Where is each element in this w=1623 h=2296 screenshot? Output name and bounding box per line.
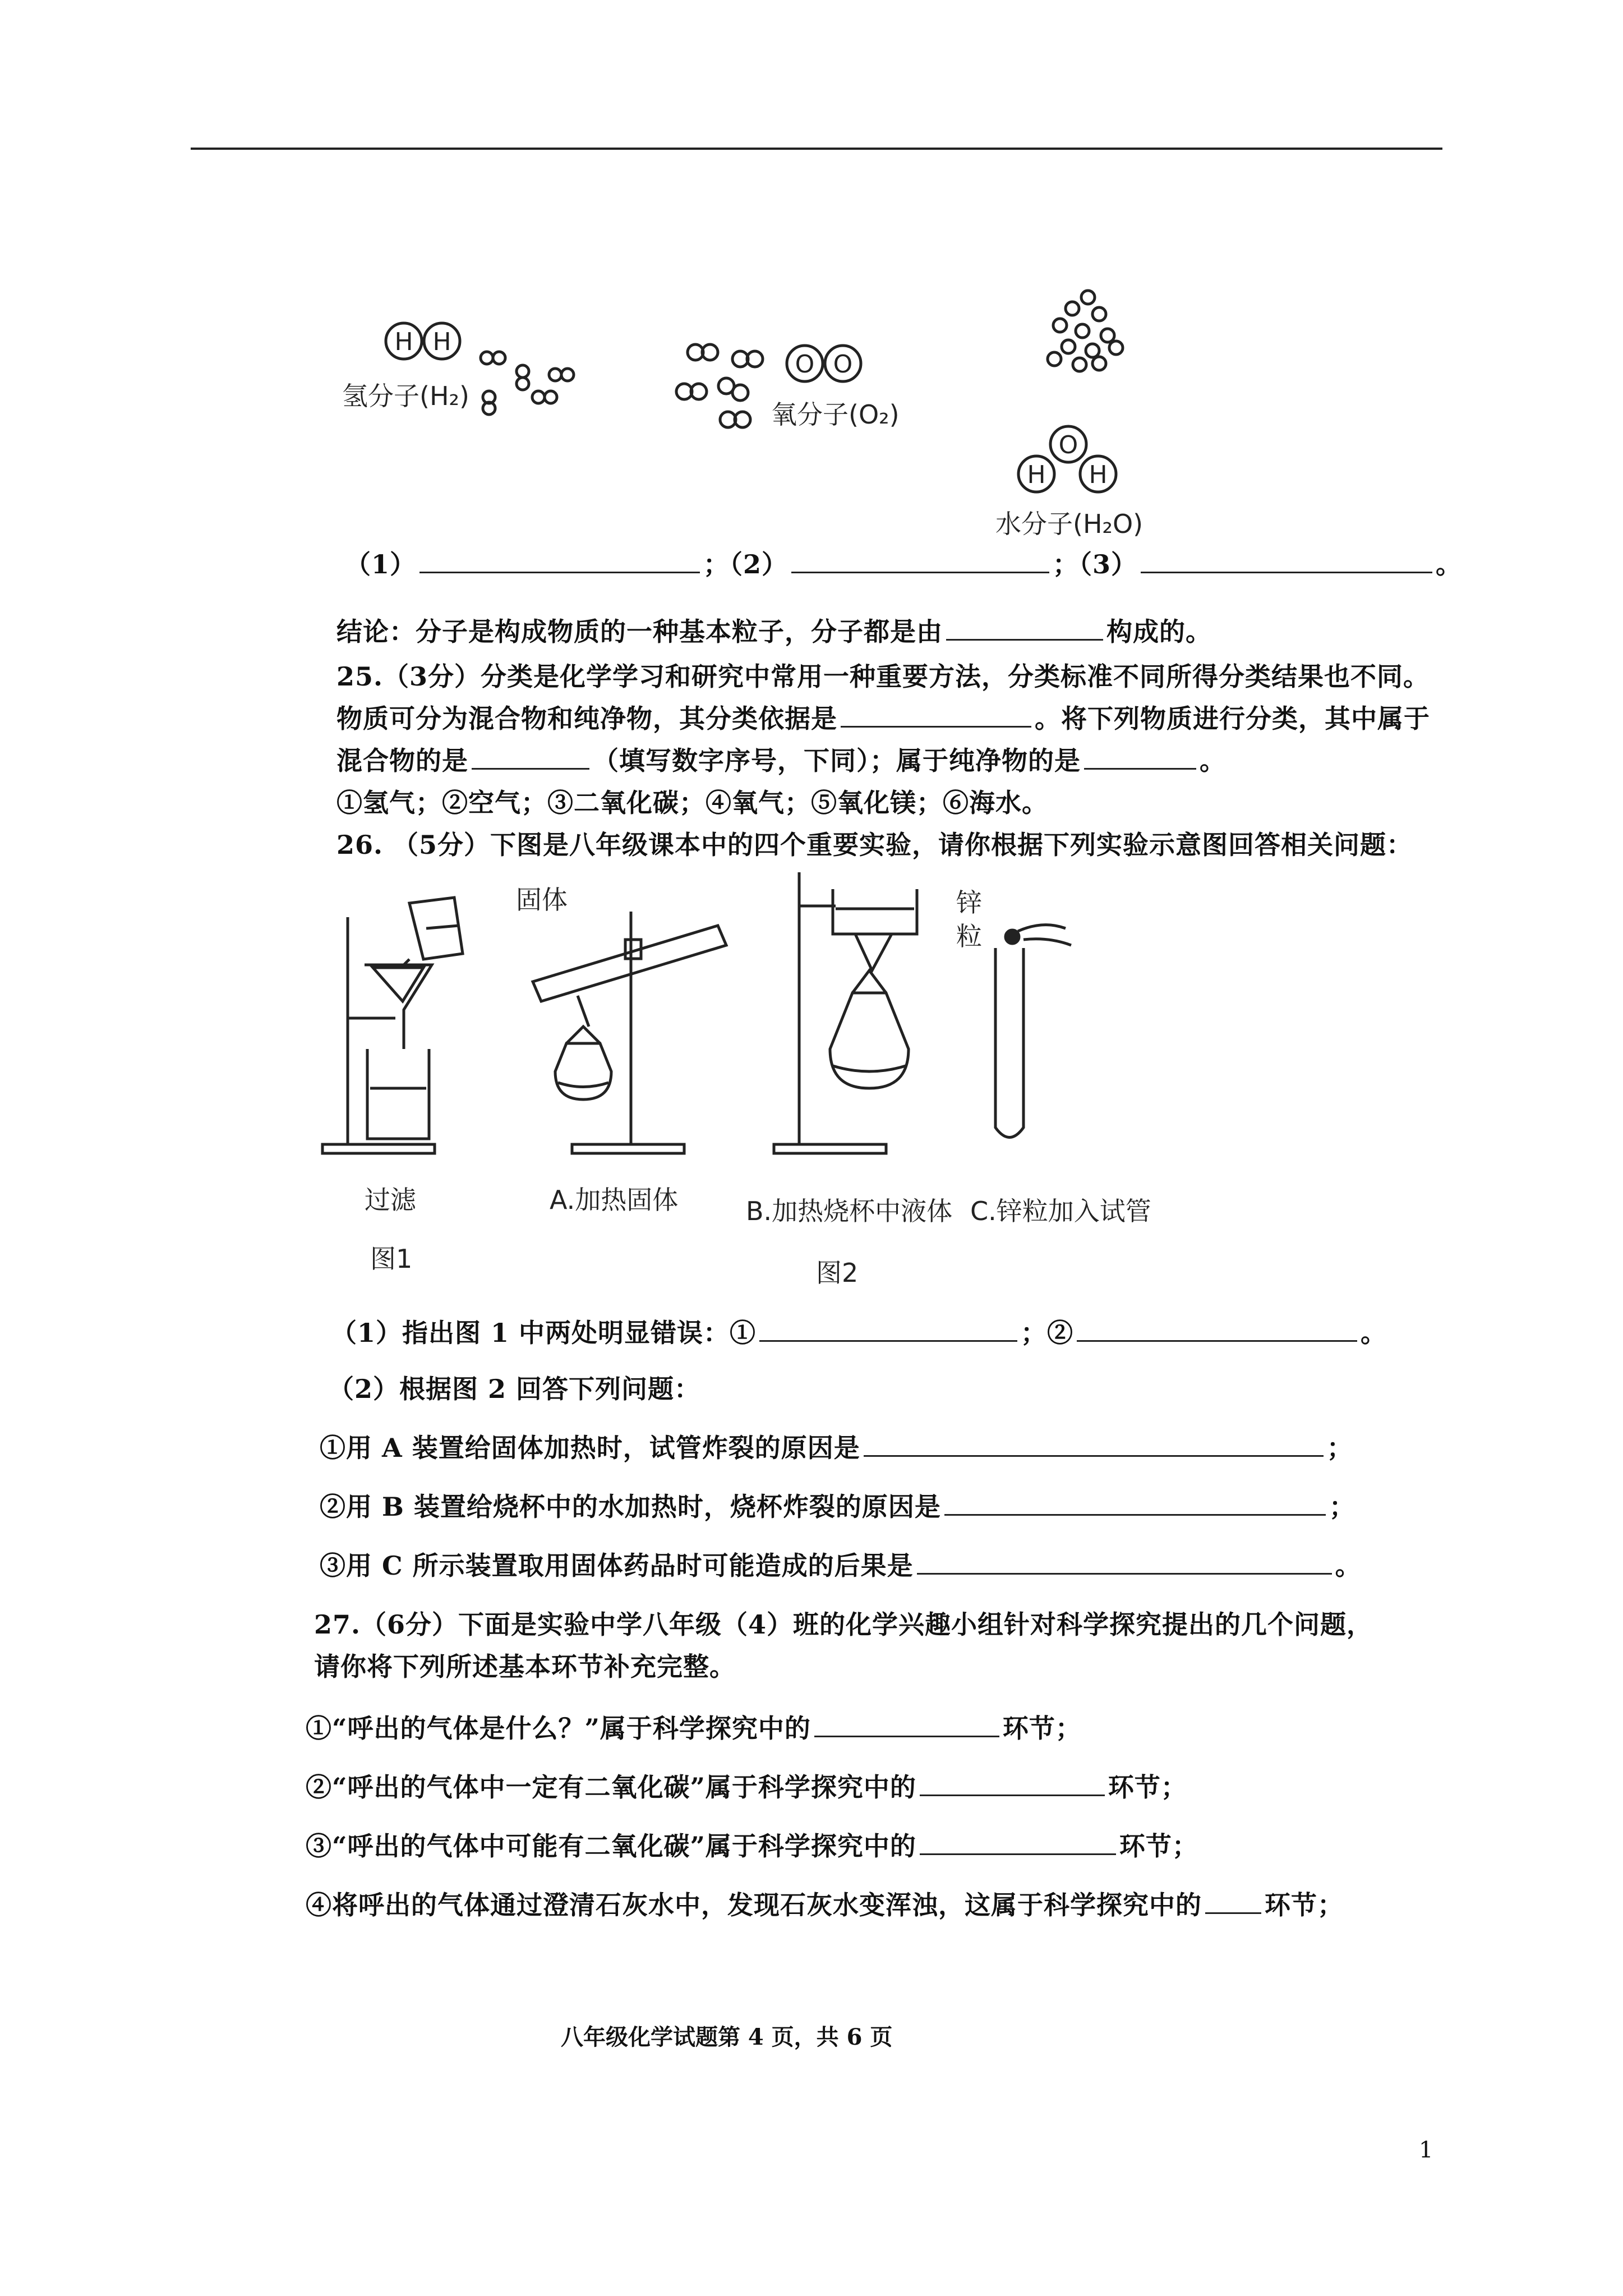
q24-blank-2[interactable] — [791, 547, 1049, 573]
caption-heat-solid: A.加热固体 — [550, 1185, 679, 1215]
molecule-illustration — [314, 280, 1211, 544]
svg-text:H: H — [1027, 461, 1046, 489]
svg-text:H: H — [394, 328, 413, 356]
heat-beaker-apparatus — [774, 872, 917, 1153]
caption-heat-beaker: B.加热烧杯中液体 — [746, 1196, 953, 1226]
heat-solid-apparatus — [533, 912, 726, 1153]
q26-part-2: （2）根据图 2 回答下列问题： — [328, 1374, 701, 1404]
q26-heat-solid-blank[interactable] — [864, 1430, 1324, 1457]
label-zinc-1: 锌 — [956, 887, 982, 918]
q27-blank-2[interactable] — [920, 1770, 1105, 1796]
q26-error-1-blank[interactable] — [759, 1315, 1017, 1342]
q25-line-1: 25.（3分）分类是化学学习和研究中常用一种重要方法，分类标准不同所得分类结果也不同。 — [336, 661, 1430, 692]
q27-item-4: ④将呼出的气体通过澄清石灰水中，发现石灰水变浑浊，这属于科学探究中的 环节； — [306, 1885, 1344, 1922]
zinc-tube-apparatus — [995, 925, 1071, 1138]
q27-blank-4[interactable] — [1205, 1888, 1261, 1914]
q25-line-2: 物质可分为混合物和纯净物，其分类依据是 。将下列物质进行分类，其中属于 — [336, 698, 1430, 735]
q27-blank-3[interactable] — [920, 1829, 1116, 1855]
hydrogen-label: 氢分子(H₂) — [342, 381, 469, 411]
q24-conclusion: 结论：分子是构成物质的一种基本粒子，分子都是由 构成的。 — [336, 611, 1212, 648]
q27-blank-1[interactable] — [814, 1711, 999, 1737]
q27-item-1: ①“呼出的气体是什么？”属于科学探究中的 环节； — [306, 1708, 1082, 1745]
header-rule — [191, 148, 1442, 150]
q25-basis-blank[interactable] — [841, 701, 1031, 728]
q24-conclusion-blank[interactable] — [946, 614, 1103, 641]
q27-item-3: ③“呼出的气体中可能有二氧化碳”属于科学探究中的 环节； — [306, 1826, 1198, 1863]
q24-blank-3[interactable] — [1141, 547, 1432, 573]
q25-line-4: ①氢气；②空气；③二氧化碳；④氧气；⑤氧化镁；⑥海水。 — [336, 788, 1048, 818]
q26-error-2-blank[interactable] — [1077, 1315, 1357, 1342]
q24-blank-1[interactable] — [419, 547, 700, 573]
q27-item-2: ②“呼出的气体中一定有二氧化碳”属于科学探究中的 环节； — [306, 1767, 1187, 1804]
page-number: 1 — [1419, 2137, 1433, 2163]
svg-text:O: O — [833, 350, 853, 379]
experiment-figures — [314, 864, 1189, 1301]
svg-text:O: O — [1058, 431, 1078, 459]
q26-part-2-3: ③用 C 所示装置取用固体药品时可能造成的后果是 。 — [320, 1545, 1362, 1582]
q26-part-1: （1）指出图 1 中两处明显错误：① ；② 。 — [331, 1313, 1387, 1350]
water-particles — [1048, 291, 1123, 371]
q25-mixture-blank[interactable] — [472, 743, 589, 770]
q26-part-2-2: ②用 B 装置给烧杯中的水加热时，烧杯炸裂的原因是 ； — [320, 1487, 1355, 1524]
caption-zinc-tube: C.锌粒加入试管 — [970, 1196, 1151, 1226]
q24-blanks: （1） ；（2） ；（3） 。 — [345, 544, 1462, 581]
figure-1-label: 图1 — [370, 1244, 413, 1274]
label-solid: 固体 — [516, 885, 568, 915]
q25-line-3: 混合物的是 （填写数字序号，下同）；属于纯净物的是 。 — [336, 740, 1226, 777]
filtration-apparatus — [322, 898, 463, 1153]
q26-intro: 26. （5分）下图是八年级课本中的四个重要实验，请你根据下列实验示意图回答相关问题： — [336, 830, 1413, 860]
water-molecule — [1018, 426, 1116, 492]
q27-line-2: 请你将下列所述基本环节补充完整。 — [314, 1651, 736, 1682]
q26-part-2-1: ①用 A 装置给固体加热时，试管炸裂的原因是 ； — [320, 1428, 1353, 1465]
oxygen-label: 氧分子(O₂) — [771, 399, 900, 430]
svg-text:H: H — [1089, 461, 1108, 489]
q25-pure-blank[interactable] — [1084, 743, 1196, 770]
svg-text:H: H — [432, 328, 451, 356]
svg-text:O: O — [795, 350, 815, 379]
page-footer: 八年级化学试题第 4 页，共 6 页 — [561, 2024, 893, 2050]
figure-2-label: 图2 — [816, 1258, 859, 1288]
q26-heat-beaker-blank[interactable] — [944, 1489, 1326, 1516]
water-label: 水分子(H₂O) — [995, 509, 1144, 539]
caption-filter: 过滤 — [365, 1185, 416, 1215]
label-zinc-2: 粒 — [956, 921, 982, 951]
q27-line-1: 27.（6分）下面是实验中学八年级（4）班的化学兴趣小组针对科学探究提出的几个问题， — [314, 1609, 1373, 1640]
q26-zinc-tube-blank[interactable] — [917, 1548, 1332, 1575]
